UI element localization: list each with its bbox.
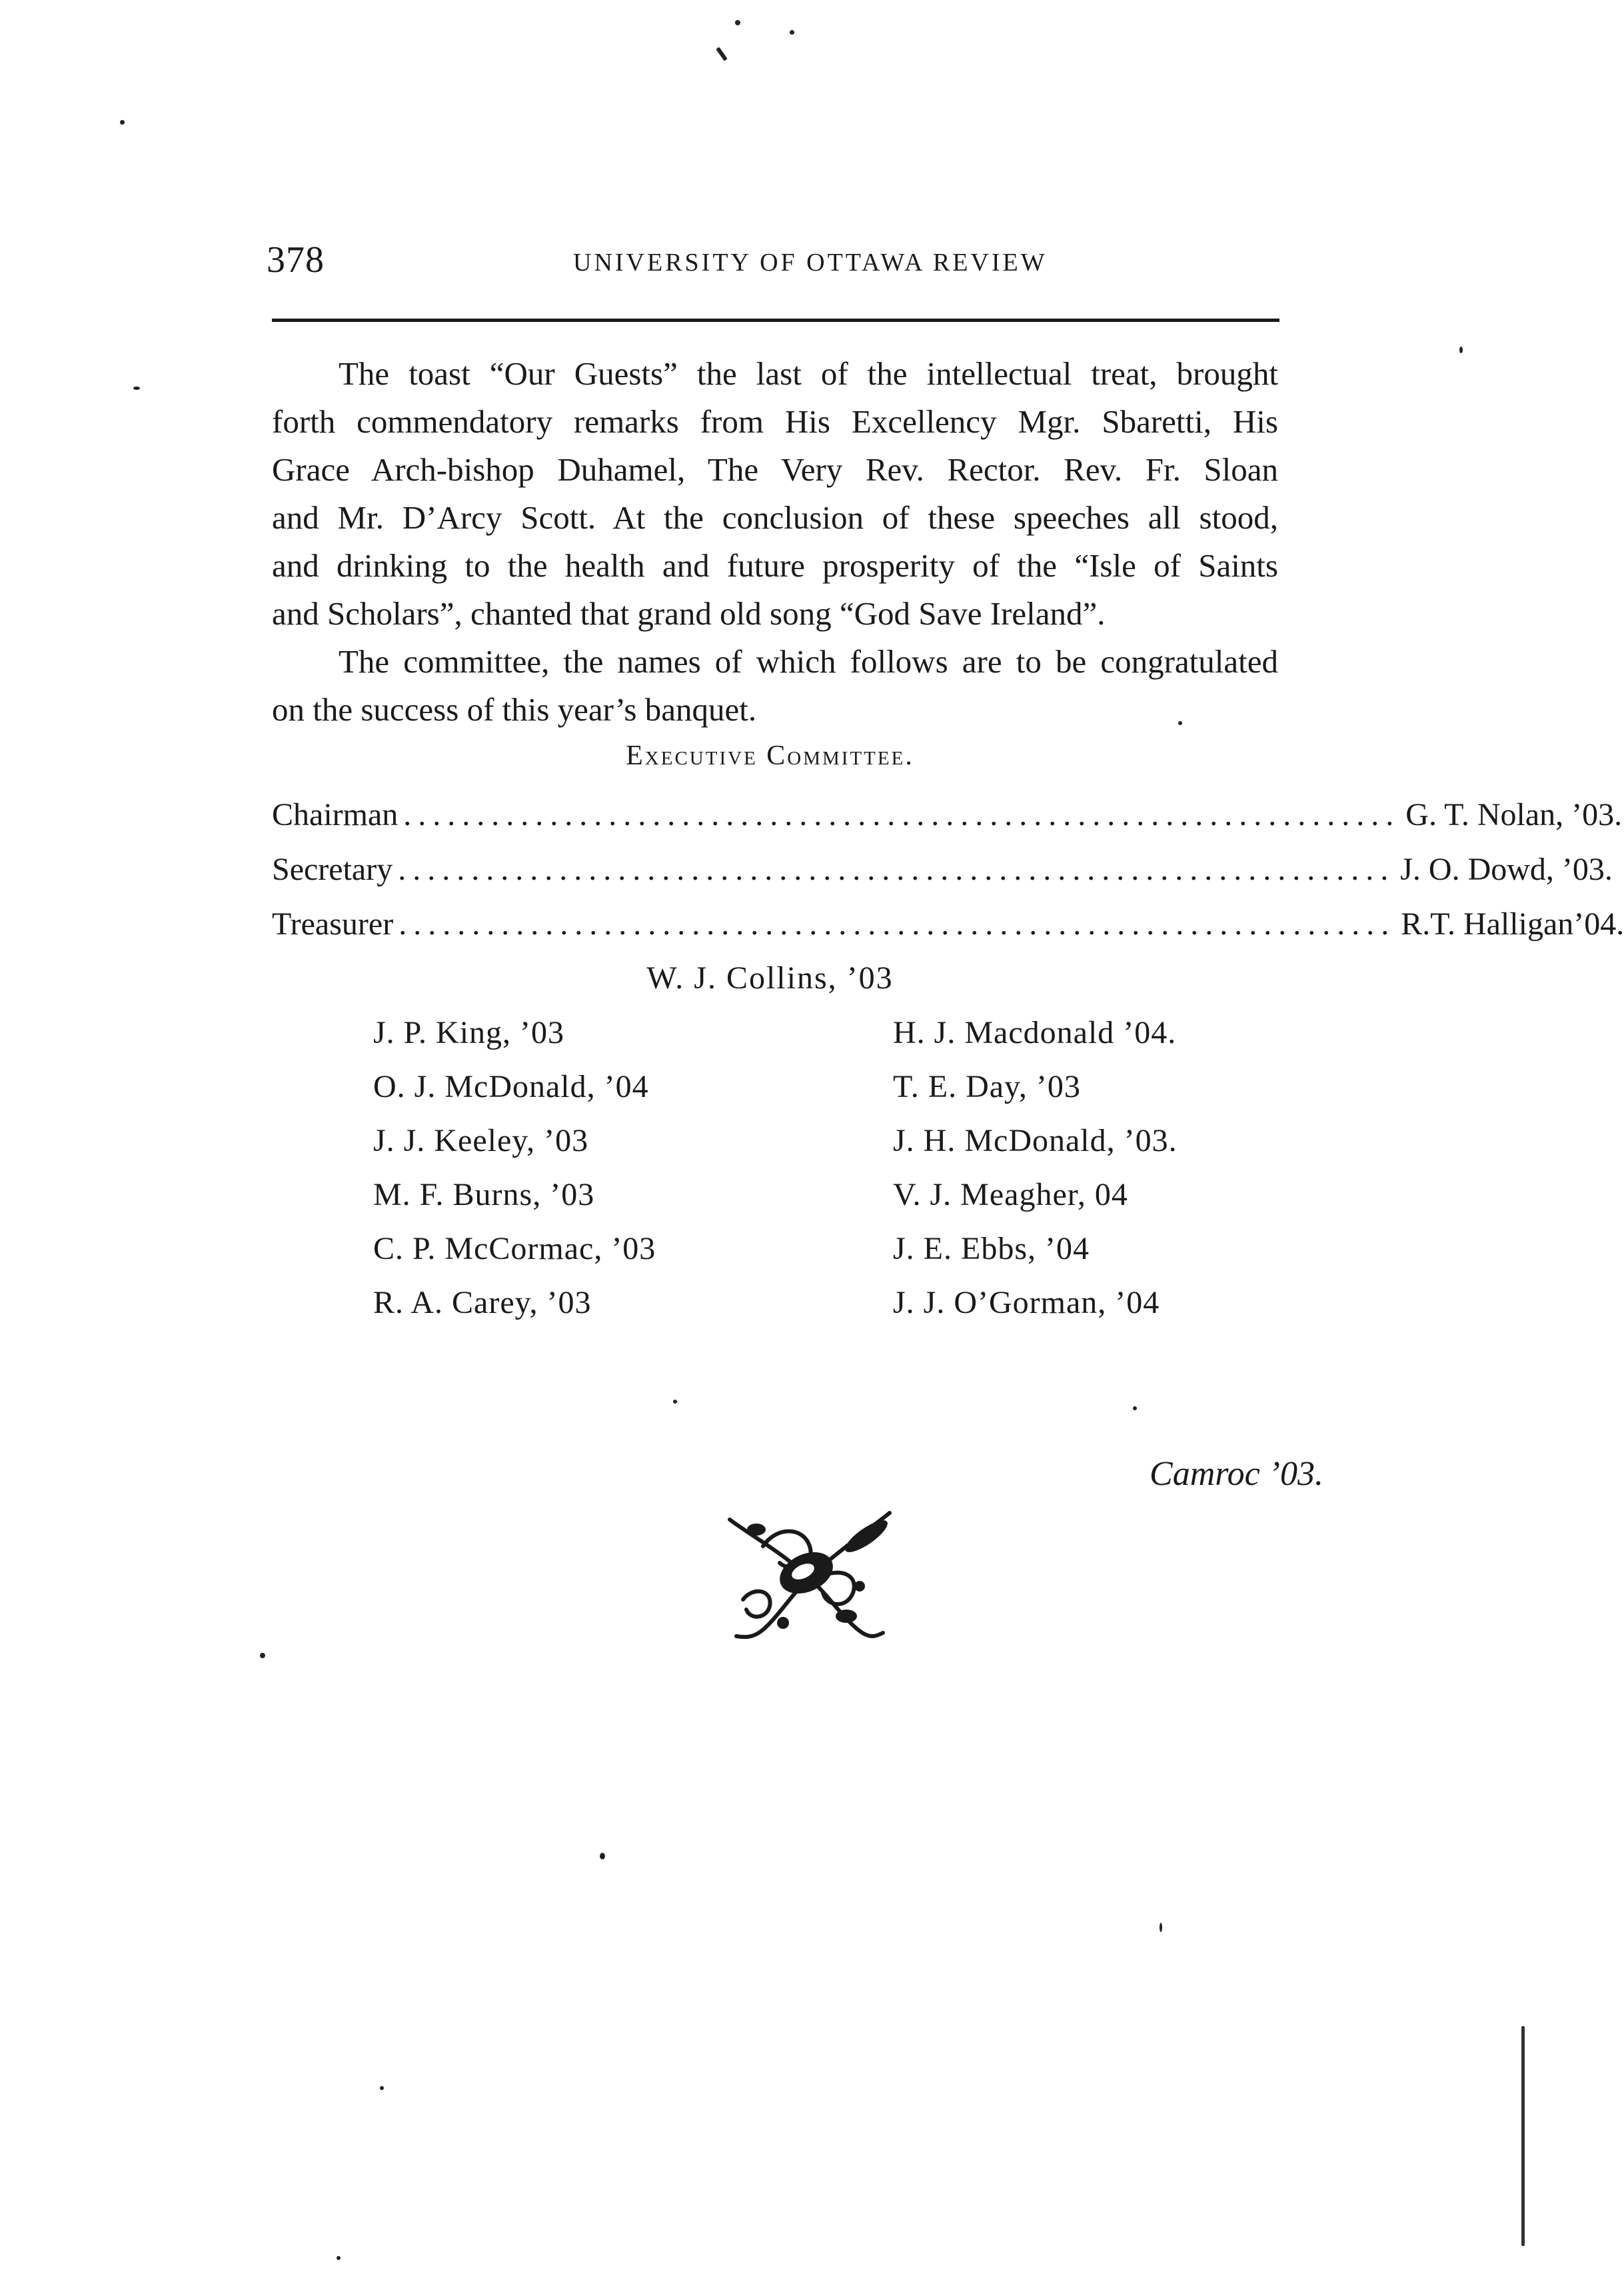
paragraph-line: The toast “Our Guests” the last of the intellectual treat, brought — [339, 355, 1278, 392]
signature: Camroc ’03. — [1150, 1455, 1323, 1493]
officer-role: Secretary — [272, 852, 393, 887]
committee-member: J. E. Ebbs, ’04 — [893, 1231, 1090, 1266]
scan-speck — [120, 120, 125, 125]
committee-member: V. J. Meagher, 04 — [893, 1177, 1128, 1212]
scan-speck — [1459, 347, 1463, 353]
paragraph-line: forth commendatory remarks from His Excellency Mgr. Sbaretti, His — [272, 403, 1278, 440]
committee-member: J. J. Keeley, ’03 — [373, 1123, 589, 1158]
paragraph-guests-toast — [272, 350, 1278, 638]
dot-leader: .................................................................... — [398, 852, 1395, 887]
dot-leader: .................................................................... — [403, 797, 1401, 832]
committee-member: M. F. Burns, ’03 — [373, 1177, 595, 1212]
officer-row-secretary — [272, 851, 1613, 898]
paragraph-line: Grace Arch-bishop Duhamel, The Very Rev. Rector. Rev. Fr. Sloan — [272, 451, 1278, 488]
scan-speck — [673, 1400, 677, 1404]
paragraph-line: on the success of this year’s banquet. — [272, 691, 757, 728]
paragraph-line: and Mr. D’Arcy Scott. At the conclusion of these speeches all stood, — [272, 499, 1278, 536]
scan-speck — [1133, 1406, 1137, 1410]
scan-speck — [735, 20, 740, 25]
scan-speck — [1160, 1923, 1162, 1932]
scan-edge-mark — [1521, 2026, 1525, 2246]
officer-row-treasurer — [272, 906, 1624, 952]
paragraph-committee-intro — [272, 638, 1278, 734]
page-number: 378 — [267, 239, 325, 281]
officer-name: J. O. Dowd, ’03. — [1400, 852, 1613, 887]
scan-speck — [133, 387, 140, 390]
officer-role: Treasurer — [272, 906, 394, 942]
scan-speck — [790, 30, 794, 35]
officer-name: G. T. Nolan, ’03. — [1405, 797, 1623, 832]
dot-leader: .................................................................... — [399, 906, 1396, 942]
running-head: UNIVERSITY OF OTTAWA REVIEW — [573, 249, 1048, 277]
committee-member: J. P. King, ’03 — [373, 1015, 565, 1050]
officer-role: Chairman — [272, 797, 399, 832]
scan-speck — [600, 1853, 605, 1859]
header-rule — [272, 319, 1279, 322]
scan-speck — [380, 2086, 384, 2090]
committee-member: C. P. McCormac, ’03 — [373, 1231, 656, 1266]
paragraph-line: and Scholars”, chanted that grand old song “God Save Ireland”. — [272, 595, 1106, 632]
scan-speck — [1178, 721, 1182, 725]
paragraph-line: The committee, the names of which follows are to be congratulated — [339, 643, 1278, 680]
committee-member: H. J. Macdonald ’04. — [893, 1015, 1177, 1050]
committee-member: R. A. Carey, ’03 — [373, 1285, 592, 1320]
scan-speck — [716, 47, 728, 61]
officer-row-chairman — [272, 796, 1623, 843]
committee-heading: Executive Committee. — [626, 740, 914, 771]
officer-name: R.T. Halligan’04. — [1401, 906, 1624, 942]
committee-member: J. J. O’Gorman, ’04 — [893, 1285, 1160, 1320]
floral-tailpiece-ornament-icon — [716, 1500, 896, 1646]
committee-member: O. J. McDonald, ’04 — [373, 1069, 649, 1104]
committee-member-center: W. J. Collins, ’03 — [646, 960, 894, 996]
scan-speck — [337, 2256, 341, 2260]
committee-member: J. H. McDonald, ’03. — [893, 1123, 1178, 1158]
paragraph-line: and drinking to the health and future prosperity of the “Isle of Saints — [272, 547, 1278, 584]
committee-member: T. E. Day, ’03 — [893, 1069, 1081, 1104]
scan-speck — [260, 1653, 265, 1658]
